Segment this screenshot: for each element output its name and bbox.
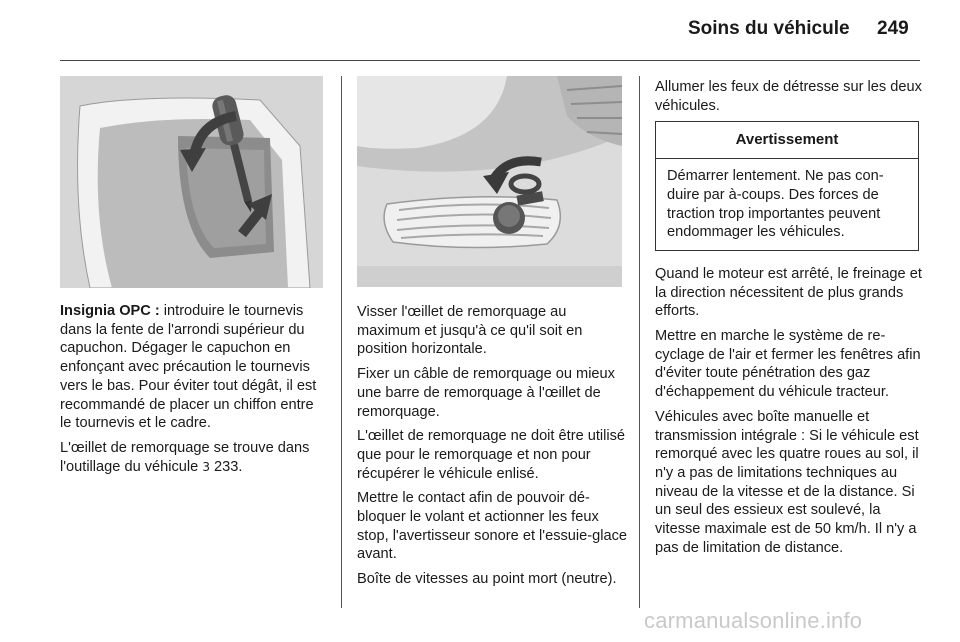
paragraph: Quand le moteur est arrêté, le freinage et la direction nécessitent de plus grands efforts. bbox=[655, 265, 922, 320]
paragraph-insignia-opc bbox=[60, 302, 328, 433]
header-divider bbox=[60, 60, 920, 61]
paragraph-text: L'œillet de remorquage se trouve dans l'outillage du véhicule bbox=[60, 439, 310, 475]
warning-box bbox=[655, 121, 919, 251]
page-title: Soins du véhicule bbox=[688, 18, 850, 39]
cross-reference-icon: 3 bbox=[202, 459, 210, 474]
paragraph-intro: Allumer les feux de détresse sur les deux véhicules. bbox=[655, 79, 922, 114]
paragraph: Boîte de vitesses au point mort (neutre). bbox=[357, 571, 617, 588]
column-middle bbox=[357, 303, 627, 595]
figure-screwdriver-cover bbox=[60, 76, 323, 288]
paragraph: Mettre le contact afin de pouvoir débloquer le volant et actionner les feux stop, l'avertisseur sonore et l'essuie-glace avant. bbox=[357, 490, 628, 563]
paragraph: Véhicules avec boîte manuelle et transmission intégrale : Si le véhicule est remorqué avec les quatre roues au sol, il n'y a pas de limitations techniques au niveau de la vitesse et de la distance. Si un seul des essieux est soulevé, la vitesse maximale est de 50 km/h. Il n'y a pas de limitation de distance. bbox=[655, 408, 919, 556]
tow-eye-illustration bbox=[357, 76, 622, 287]
paragraph: Visser l'œillet de remorquage au maximum et jusqu'à ce qu'il soit en position horizontale. bbox=[357, 304, 583, 358]
watermark: carmanualsonline.info bbox=[644, 608, 863, 633]
column-divider-left bbox=[341, 76, 342, 608]
paragraph-tow-eye-location bbox=[60, 439, 328, 476]
paragraph: L'œillet de remorquage ne doit être utilisé que pour le remorquage et non pour récupérer le véhicule enlisé. bbox=[357, 428, 626, 482]
column-left bbox=[60, 302, 328, 482]
page-header bbox=[0, 0, 960, 60]
warning-title: Avertissement bbox=[656, 122, 918, 159]
warning-body: Démarrer lentement. Ne pas conduire par à-coups. Des forces de traction trop importantes peuvent endommager les véhicules. bbox=[667, 168, 884, 241]
paragraph-lead: Insignia OPC : bbox=[60, 303, 160, 319]
column-divider-right bbox=[639, 76, 640, 608]
paragraph: Fixer un câble de remorquage ou mieux une barre de remorquage à l'œillet de remorquage. bbox=[357, 366, 615, 420]
figure-tow-eye bbox=[357, 76, 622, 287]
column-right bbox=[655, 78, 923, 563]
paragraph: Mettre en marche le système de recyclage de l'air et fermer les fenêtres afin d'éviter toute pénétration des gaz d'échappement du véhicule tracteur. bbox=[655, 328, 921, 401]
page-number: 249 bbox=[877, 18, 909, 39]
page-reference: 233. bbox=[209, 458, 243, 475]
screwdriver-illustration bbox=[60, 76, 323, 288]
paragraph-text: introduire le tournevis dans la fente de l'arrondi supérieur du capuchon. Dégager le capuchon en enfonçant avec précaution le tournevis vers le bas. Pour éviter tout dégât, il est recommandé de placer un chiffon entre le tournevis et le cadre. bbox=[60, 303, 317, 432]
